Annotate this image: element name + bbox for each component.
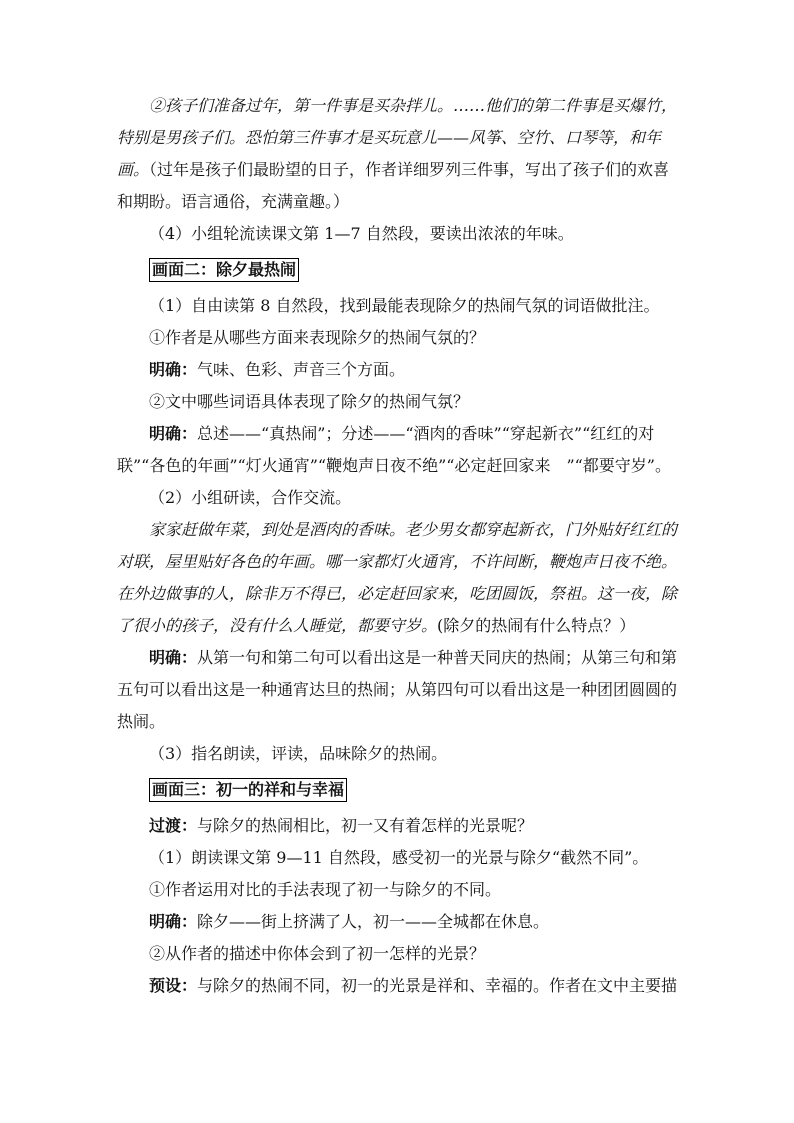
- paragraph: （2）小组研读，合作交流。: [149, 488, 352, 507]
- answer-label: 明确：: [149, 648, 198, 667]
- paragraph: [117, 906, 681, 938]
- section-heading: 画面三：初一的祥和与幸福: [149, 778, 347, 802]
- answer-text: 从第一句和第二句可以看出这是一种普天同庆的热闹；从第三句和第五句可以看出这是一种通宵达旦的热闹；从第四句可以看出这是一种团团圆圆的热闹。: [117, 648, 678, 731]
- answer-label: 明确：: [149, 424, 198, 443]
- paragraph: [117, 90, 681, 218]
- paragraph: [117, 418, 681, 482]
- paragraph: [117, 810, 681, 842]
- question: (除夕的热闹有什么特点？）: [437, 616, 636, 635]
- paragraph: ①作者是从哪些方面来表现除夕的热闹气氛的？: [149, 328, 486, 347]
- paragraph: （3）指名朗读，评读，品味除夕的热闹。: [149, 744, 448, 763]
- paragraph: （4）小组轮流读课文第 1—7 自然段，要读出浓浓的年味。: [149, 224, 574, 243]
- transition-label: 过渡：: [149, 816, 198, 835]
- paragraph: [117, 642, 681, 738]
- annotation: （过年是孩子们最盼望的日子，作者详细罗列三件事，写出了孩子们的欢喜和期盼。语言通俗，充满童趣。）: [117, 160, 670, 211]
- paragraph: [117, 354, 681, 386]
- paragraph: ②文中哪些词语具体表现了除夕的热闹气氛？: [149, 392, 470, 411]
- answer-text: 总述——“真热闹”；分述——“酒肉的香味”“穿起新衣”“红红的对联”“各色的年画”“灯火通宵”“鞭炮声日夜不绝”“必定赶回家来 ”“都要守岁”。: [117, 424, 671, 475]
- preset-label: 预设：: [149, 976, 198, 995]
- answer-text: 气味、色彩、声音三个方面。: [197, 360, 406, 379]
- paragraph: ①作者运用对比的手法表现了初一与除夕的不同。: [149, 880, 502, 899]
- answer-label: 明确：: [149, 360, 198, 379]
- paragraph: [117, 970, 681, 1002]
- paragraph: ②从作者的描述中你体会到了初一怎样的光景？: [149, 944, 486, 963]
- answer-text: 除夕——街上挤满了人，初一——全城都在休息。: [197, 912, 550, 931]
- answer-label: 明确：: [149, 912, 198, 931]
- paragraph: （1）自由读第 8 自然段，找到最能表现除夕的热闹气氛的词语做批注。: [149, 296, 660, 315]
- quoted-text: 家家赶做年菜，到处是酒肉的香味。老少男女都穿起新衣，门外贴好红红的对联，屋里贴好各色的年画。哪一家都灯火通宵，不许间断，鞭炮声日夜不绝。在外边做事的人，除非万不得已，必定赶回家来，吃团圆饭，祭祖。这一夜，除了很小的孩子，没有什么人睡觉，都要守岁。: [117, 520, 678, 635]
- paragraph: （1）朗读课文第 9—11 自然段，感受初一的光景与除夕“截然不同”。: [149, 848, 649, 867]
- preset-text: 与除夕的热闹不同，初一的光景是祥和、幸福的。作者在文中主要描: [197, 976, 678, 995]
- paragraph: [117, 514, 681, 642]
- transition-text: 与除夕的热闹相比，初一又有着怎样的光景呢？: [197, 816, 534, 835]
- quoted-text: ②孩子们准备过年，第一件事是买杂拌儿。……他们的第二件事是买爆竹，特别是男孩子们。恐怕第三件事才是买玩意儿——风筝、空竹、口琴等，和年画。: [117, 96, 678, 179]
- section-heading: 画面二：除夕最热闹: [149, 258, 299, 282]
- document-page: [117, 90, 681, 1002]
